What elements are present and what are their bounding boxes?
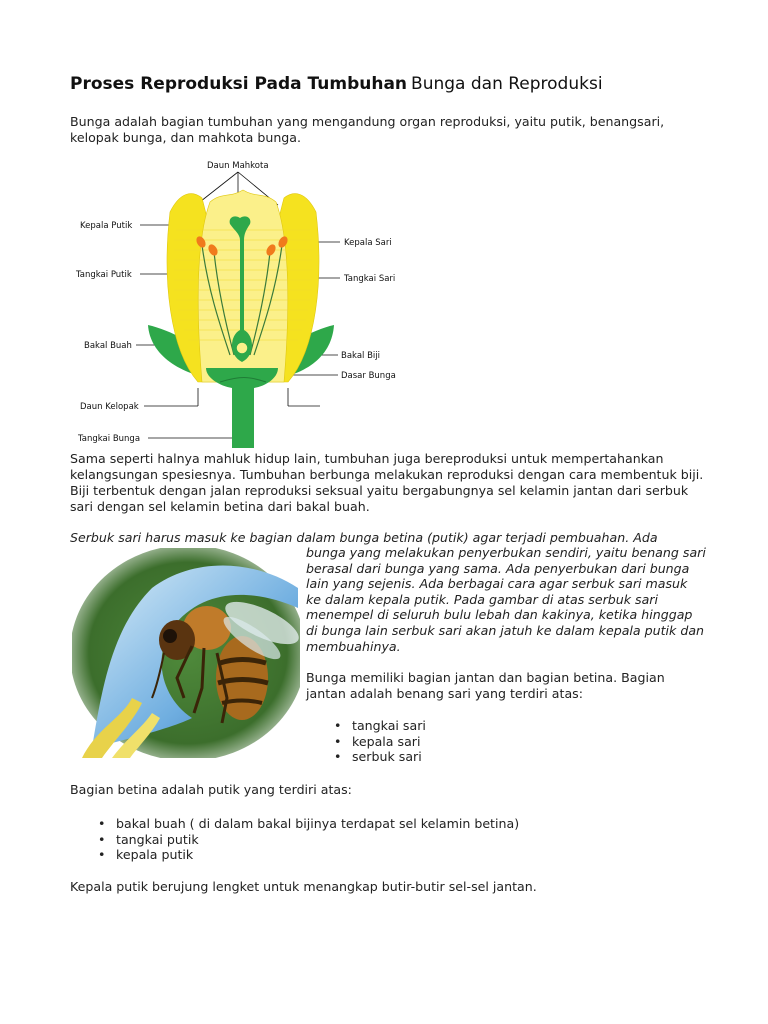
- list-item: • kepala putik: [94, 847, 519, 863]
- label-kepala-putik: Kepala Putik: [80, 221, 133, 231]
- label-kepala-sari: Kepala Sari: [344, 238, 392, 248]
- male-parts-list: [330, 718, 426, 765]
- list-item: • kepala sari: [330, 734, 426, 750]
- bee-pollinating-image: [72, 548, 300, 758]
- title-bold: Proses Reproduksi Pada Tumbuhan: [70, 74, 408, 94]
- title-subtitle: Bunga dan Reproduksi: [411, 74, 603, 94]
- intro-paragraph: Bunga adalah bagian tumbuhan yang mengandung organ reproduksi, yaitu putik, benangsari, kelopak bunga, dan mahkota bunga.: [70, 114, 665, 145]
- page-title: [70, 74, 603, 94]
- label-tangkai-putik: Tangkai Putik: [76, 270, 132, 280]
- label-bakal-biji: Bakal Biji: [341, 351, 381, 361]
- label-bakal-buah: Bakal Buah: [84, 341, 132, 351]
- list-item: • tangkai putik: [94, 832, 519, 848]
- list-item: • bakal buah ( di dalam bakal bijinya terdapat sel kelamin betina): [94, 816, 519, 832]
- list-item: • serbuk sari: [330, 749, 426, 765]
- label-tangkai-sari: Tangkai Sari: [344, 274, 396, 284]
- label-daun-kelopak: Daun Kelopak: [80, 402, 139, 412]
- flower-stem: [206, 368, 278, 448]
- paragraph-pollination-lead: Serbuk sari harus masuk ke bagian dalam bunga betina (putik) agar terjadi pembuahan. Ada: [70, 530, 658, 545]
- paragraph-pollination-cont: [306, 545, 706, 654]
- paragraph-female-parts: Bagian betina adalah putik yang terdiri atas:: [70, 782, 352, 797]
- label-dasar-bunga: Dasar Bunga: [341, 371, 396, 381]
- paragraph-reproduction: Sama seperti halnya mahluk hidup lain, tumbuhan juga bereproduksi untuk mempertahankan kelangsungan spesiesnya. Tumbuhan berbunga melakukan reproduksi dengan cara membentuk biji. Biji terbentuk dengan jalan reproduksi seksual yaitu bergabungnya sel kelamin jantan dari serbuk sari dengan sel kelamin betina dari bakal buah.: [70, 451, 704, 514]
- pollination-text: bunga yang melakukan penyerbukan sendiri, yaitu benang sari berasal dari bunga yang sama. Ada penyerbukan dari bunga lain yang sejenis. Ada berbagai cara agar serbuk sari masuk ke dalam kepala putik. Pada gambar di atas serbuk sari menempel di seluruh bulu lebah dan kakinya, ketika hinggap di bunga lain serbuk sari akan jatuh ke dalam kepala putik dan membuahinya.: [306, 545, 706, 654]
- label-tangkai-bunga: Tangkai Bunga: [78, 434, 141, 444]
- paragraph-stigma: Kepala putik berujung lengket untuk menangkap butir-butir sel-sel jantan.: [70, 879, 537, 894]
- flower-diagram: [70, 150, 430, 450]
- paragraph-male-parts: Bunga memiliki bagian jantan dan bagian betina. Bagian jantan adalah benang sari yang terdiri atas:: [306, 670, 665, 701]
- label-daun-mahkota: Daun Mahkota: [207, 161, 269, 171]
- female-parts-list: [94, 816, 519, 863]
- list-item: • tangkai sari: [330, 718, 426, 734]
